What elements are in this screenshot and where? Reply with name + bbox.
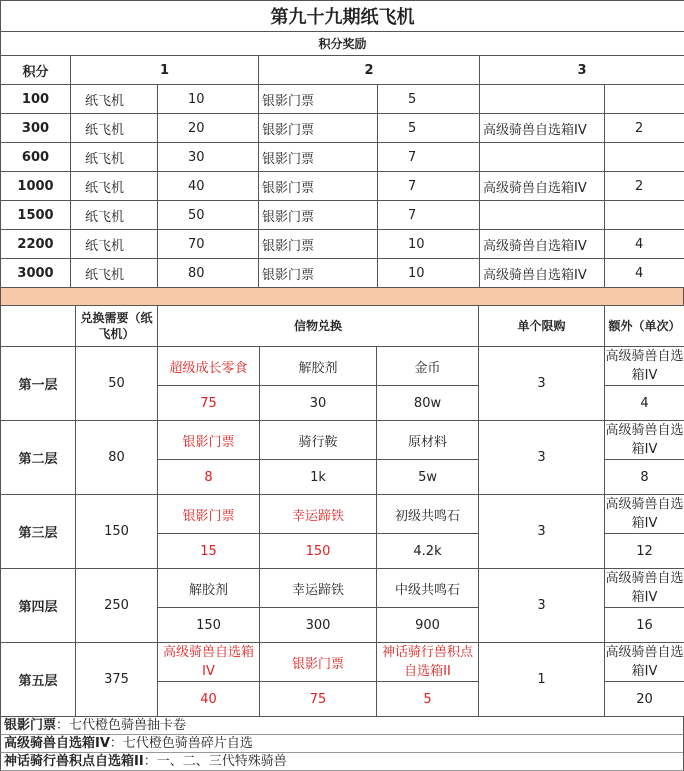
level-cell: 第一层 (1, 347, 76, 421)
extra-qty: 8 (605, 460, 684, 495)
reward-item-3: 高级骑兽自选箱IV (480, 230, 605, 259)
reward-item-3: 高级骑兽自选箱IV (480, 172, 605, 201)
header-need: 兑换需要（纸飞机） (76, 306, 158, 347)
reward-qty-1: 20 (158, 114, 259, 143)
item-c-qty: 5 (377, 682, 479, 717)
limit-cell: 1 (479, 643, 605, 717)
note-desc: ：七代橙色骑兽抽卡卷 (56, 718, 186, 733)
reward-item-3 (480, 85, 605, 114)
item-a-qty: 75 (158, 386, 260, 421)
note-desc: ：一、二、三代特殊骑兽 (144, 754, 287, 769)
item-b-qty: 75 (260, 682, 377, 717)
item-c-qty: 900 (377, 608, 479, 643)
header-reward-1: 1 (71, 56, 259, 85)
note-term: 银影门票 (4, 718, 56, 733)
item-c-qty: 80w (377, 386, 479, 421)
extra-qty: 16 (605, 608, 684, 643)
reward-item-1: 纸飞机 (71, 143, 158, 172)
item-c: 金币 (377, 347, 479, 386)
item-c: 初级共鸣石 (377, 495, 479, 534)
exchange-row (1, 495, 684, 534)
level-cell: 第三层 (1, 495, 76, 569)
rewards-subtitle: 积分奖励 (1, 32, 684, 56)
section-separator (0, 288, 684, 305)
reward-qty-1: 30 (158, 143, 259, 172)
reward-qty-3 (605, 85, 684, 114)
reward-row (1, 230, 684, 259)
level-cell: 第二层 (1, 421, 76, 495)
item-c-qty: 5w (377, 460, 479, 495)
reward-item-2: 银影门票 (259, 143, 378, 172)
item-a-qty: 15 (158, 534, 260, 569)
exchange-row (1, 643, 684, 682)
reward-item-3 (480, 143, 605, 172)
item-a-qty: 8 (158, 460, 260, 495)
reward-row (1, 259, 684, 288)
reward-qty-2: 5 (378, 85, 480, 114)
reward-item-2: 银影门票 (259, 259, 378, 288)
reward-item-2: 银影门票 (259, 114, 378, 143)
reward-item-2: 银影门票 (259, 230, 378, 259)
header-limit: 单个限购 (479, 306, 605, 347)
item-c: 中级共鸣石 (377, 569, 479, 608)
reward-qty-3 (605, 143, 684, 172)
level-cell: 第五层 (1, 643, 76, 717)
reward-qty-2: 7 (378, 143, 480, 172)
reward-qty-2: 7 (378, 172, 480, 201)
item-b: 解胶剂 (260, 347, 377, 386)
reward-qty-3: 2 (605, 172, 684, 201)
extra-item: 高级骑兽自选箱IV (605, 347, 684, 386)
item-b-qty: 300 (260, 608, 377, 643)
item-c: 原材料 (377, 421, 479, 460)
need-cell: 250 (76, 569, 158, 643)
note-row (0, 753, 684, 771)
header-items: 信物兑换 (158, 306, 479, 347)
note-row (0, 717, 684, 735)
reward-item-1: 纸飞机 (71, 85, 158, 114)
need-cell: 80 (76, 421, 158, 495)
item-a: 银影门票 (158, 421, 260, 460)
extra-qty: 20 (605, 682, 684, 717)
header-reward-2: 2 (259, 56, 480, 85)
need-cell: 375 (76, 643, 158, 717)
reward-item-1: 纸飞机 (71, 230, 158, 259)
reward-item-1: 纸飞机 (71, 172, 158, 201)
header-extra: 额外（单次） (605, 306, 684, 347)
item-b: 银影门票 (260, 643, 377, 682)
item-a-qty: 40 (158, 682, 260, 717)
item-b-qty: 30 (260, 386, 377, 421)
points-cell: 100 (1, 85, 71, 114)
level-cell: 第四层 (1, 569, 76, 643)
reward-qty-3: 2 (605, 114, 684, 143)
reward-item-3: 高级骑兽自选箱IV (480, 114, 605, 143)
points-cell: 3000 (1, 259, 71, 288)
notes-section (0, 717, 684, 771)
reward-qty-1: 70 (158, 230, 259, 259)
limit-cell: 3 (479, 495, 605, 569)
reward-item-1: 纸飞机 (71, 114, 158, 143)
limit-cell: 3 (479, 347, 605, 421)
extra-item: 高级骑兽自选箱IV (605, 421, 684, 460)
reward-item-3 (480, 201, 605, 230)
item-a: 高级骑兽自选箱IV (158, 643, 260, 682)
note-term: 神话骑行兽积点自选箱II (4, 754, 144, 769)
page-title: 第九十九期纸飞机 (1, 1, 684, 32)
reward-row (1, 85, 684, 114)
reward-qty-1: 40 (158, 172, 259, 201)
limit-cell: 3 (479, 569, 605, 643)
reward-qty-3 (605, 201, 684, 230)
reward-qty-3: 4 (605, 230, 684, 259)
note-row (0, 735, 684, 753)
extra-item: 高级骑兽自选箱IV (605, 569, 684, 608)
extra-item: 高级骑兽自选箱IV (605, 495, 684, 534)
reward-qty-3: 4 (605, 259, 684, 288)
header-points: 积分 (1, 56, 71, 85)
reward-item-3: 高级骑兽自选箱IV (480, 259, 605, 288)
exchange-row (1, 421, 684, 460)
reward-qty-1: 80 (158, 259, 259, 288)
reward-qty-2: 5 (378, 114, 480, 143)
item-c: 神话骑行兽积点自选箱II (377, 643, 479, 682)
reward-item-1: 纸飞机 (71, 259, 158, 288)
item-a: 超级成长零食 (158, 347, 260, 386)
points-reward-table (0, 0, 684, 288)
need-cell: 150 (76, 495, 158, 569)
item-b: 幸运蹄铁 (260, 495, 377, 534)
reward-qty-1: 10 (158, 85, 259, 114)
header-level (1, 306, 76, 347)
exchange-row (1, 347, 684, 386)
item-a-qty: 150 (158, 608, 260, 643)
reward-item-2: 银影门票 (259, 172, 378, 201)
header-reward-3: 3 (480, 56, 684, 85)
reward-item-2: 银影门票 (259, 201, 378, 230)
item-a: 银影门票 (158, 495, 260, 534)
item-b-qty: 1k (260, 460, 377, 495)
need-cell: 50 (76, 347, 158, 421)
extra-qty: 4 (605, 386, 684, 421)
extra-item: 高级骑兽自选箱IV (605, 643, 684, 682)
item-b: 骑行鞍 (260, 421, 377, 460)
exchange-table (0, 305, 684, 717)
reward-qty-2: 10 (378, 259, 480, 288)
extra-qty: 12 (605, 534, 684, 569)
points-cell: 1000 (1, 172, 71, 201)
reward-row (1, 143, 684, 172)
points-cell: 300 (1, 114, 71, 143)
reward-row (1, 201, 684, 230)
note-term: 高级骑兽自选箱IV (4, 736, 110, 751)
points-cell: 600 (1, 143, 71, 172)
reward-item-2: 银影门票 (259, 85, 378, 114)
reward-qty-2: 7 (378, 201, 480, 230)
reward-qty-2: 10 (378, 230, 480, 259)
item-a: 解胶剂 (158, 569, 260, 608)
note-desc: ：七代橙色骑兽碎片自选 (110, 736, 253, 751)
item-b: 幸运蹄铁 (260, 569, 377, 608)
points-cell: 2200 (1, 230, 71, 259)
exchange-row (1, 569, 684, 608)
limit-cell: 3 (479, 421, 605, 495)
reward-item-1: 纸飞机 (71, 201, 158, 230)
points-cell: 1500 (1, 201, 71, 230)
reward-qty-1: 50 (158, 201, 259, 230)
item-c-qty: 4.2k (377, 534, 479, 569)
item-b-qty: 150 (260, 534, 377, 569)
reward-row (1, 114, 684, 143)
reward-row (1, 172, 684, 201)
